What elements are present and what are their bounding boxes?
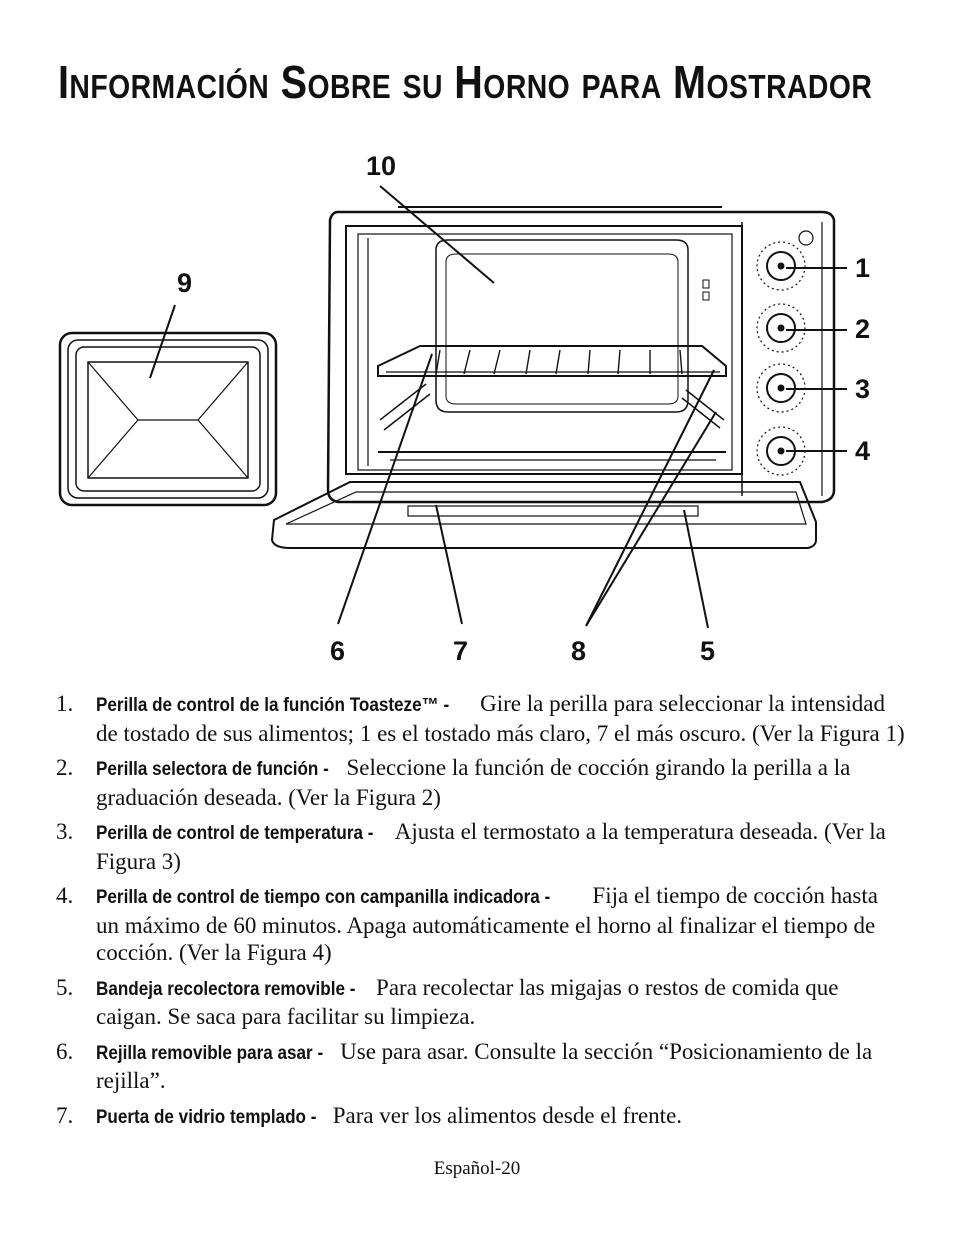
- oven-body: [272, 207, 834, 548]
- callout-8: 8: [571, 636, 587, 666]
- callout-3: 3: [855, 374, 871, 404]
- oven-diagram: [0, 140, 954, 680]
- page-title: [58, 52, 873, 117]
- callout-2: 2: [855, 314, 871, 344]
- list-item: 7. Puerta de vidrio templado - Para ver los alimentos desde el frente.: [56, 1102, 683, 1128]
- callout-6: 6: [330, 636, 346, 666]
- toasteze-knob: [757, 242, 805, 290]
- list-item: 3. Perilla de control de temperatura - Ajusta el termostato a la temperatura deseada. (Ver la Figura 3): [56, 819, 886, 874]
- callout-4: 4: [855, 436, 871, 466]
- title-word: MOSTRADOR: [673, 56, 873, 108]
- list-item: 6. Rejilla removible para asar - Use para asar. Consulte la sección “Posicionamiento de la rejilla”.: [56, 1038, 873, 1093]
- list-item: 4. Perilla de control de tiempo con campanilla indicadora - Fija el tiempo de cocción hasta un máximo de 60 minutos. Apaga automáticamente el horno al finalizar el tiempo de cocción. (Ver la Figura 4): [56, 883, 878, 965]
- callout-7: 7: [453, 636, 469, 666]
- list-item: 5. Bandeja recolectora removible - Para recolectar las migajas o restos de comida que caigan. Se saca para facilitar su limpieza.: [56, 974, 839, 1029]
- parts-list: [56, 690, 906, 1138]
- rack-bars: [436, 350, 682, 374]
- callout-5: 5: [700, 636, 716, 666]
- baking-pan: [60, 333, 276, 505]
- function-knob: [757, 304, 805, 352]
- callout-10: 10: [366, 151, 397, 181]
- title-word: SU: [402, 68, 443, 105]
- title-word: SOBRE: [280, 56, 392, 108]
- title-word: INFORMACIÓN: [58, 56, 270, 108]
- title-word: PARA: [581, 68, 662, 105]
- list-item: 2. Perilla selectora de función - Seleccione la función de cocción girando la perilla a la graduación deseada. (Ver la Figura 2): [56, 755, 851, 810]
- page-number: Español-20: [433, 1158, 521, 1179]
- callout-1: 1: [855, 253, 871, 283]
- callout-9: 9: [177, 268, 193, 298]
- list-item: 1. Perilla de control de la función Toasteze™ - Gire la perilla para seleccionar la intensidad de tostado de sus alimentos; 1 es el tostado más claro, 7 el más oscuro. (Ver la Figura 1): [56, 691, 905, 746]
- title-word: HORNO: [454, 56, 571, 108]
